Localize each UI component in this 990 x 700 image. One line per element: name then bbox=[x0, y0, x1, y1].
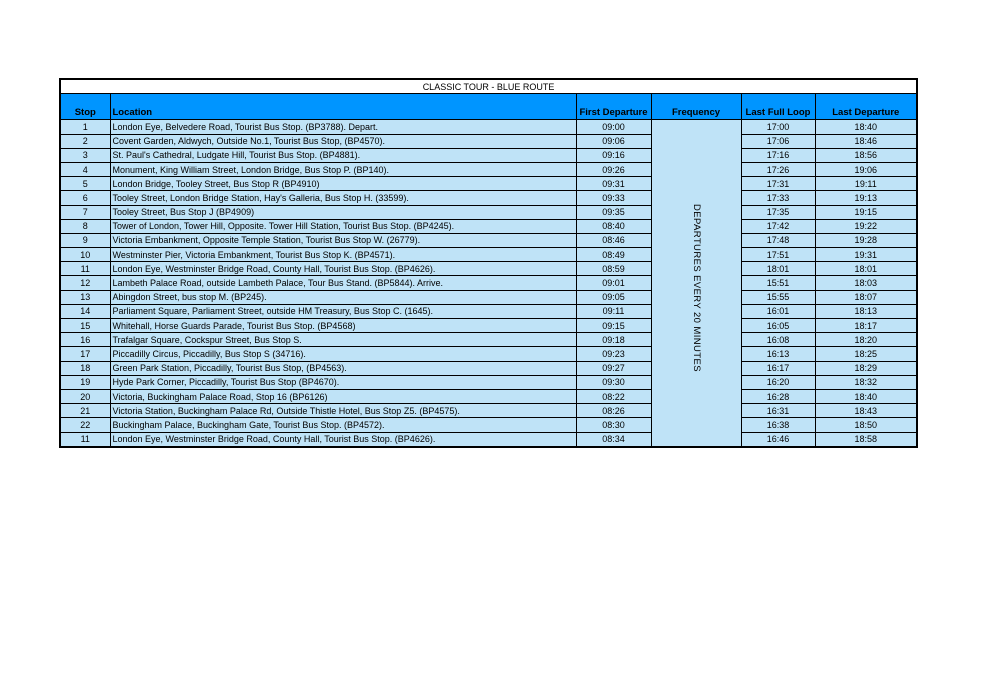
stop-cell: 11 bbox=[60, 262, 110, 276]
first-departure-cell: 09:33 bbox=[576, 191, 651, 205]
header-last-full-loop: Last Full Loop bbox=[741, 94, 815, 120]
table-row bbox=[60, 304, 917, 318]
last-departure-cell: 18:50 bbox=[815, 418, 917, 432]
location-cell: London Bridge, Tooley Street, Bus Stop R (BP4910) bbox=[110, 177, 576, 191]
stop-cell: 21 bbox=[60, 404, 110, 418]
last-departure-cell: 18:20 bbox=[815, 333, 917, 347]
location-cell: Covent Garden, Aldwych, Outside No.1, Tourist Bus Stop, (BP4570). bbox=[110, 134, 576, 148]
table-row bbox=[60, 290, 917, 304]
last-departure-cell: 18:25 bbox=[815, 347, 917, 361]
stop-cell: 7 bbox=[60, 205, 110, 219]
first-departure-cell: 08:30 bbox=[576, 418, 651, 432]
stop-cell: 19 bbox=[60, 375, 110, 389]
last-full-loop-cell: 17:48 bbox=[741, 233, 815, 247]
last-departure-cell: 18:43 bbox=[815, 404, 917, 418]
frequency-text: DEPARTURES EVERY 20 MINUTES bbox=[691, 204, 702, 373]
last-departure-cell: 18:40 bbox=[815, 389, 917, 403]
last-departure-cell: 18:46 bbox=[815, 134, 917, 148]
stop-cell: 9 bbox=[60, 233, 110, 247]
first-departure-cell: 08:49 bbox=[576, 248, 651, 262]
last-full-loop-cell: 17:06 bbox=[741, 134, 815, 148]
header-location: Location bbox=[110, 94, 576, 120]
location-cell: Abingdon Street, bus stop M. (BP245). bbox=[110, 290, 576, 304]
header-stop: Stop bbox=[60, 94, 110, 120]
table-row bbox=[60, 333, 917, 347]
first-departure-cell: 09:15 bbox=[576, 319, 651, 333]
last-departure-cell: 19:11 bbox=[815, 177, 917, 191]
last-full-loop-cell: 17:42 bbox=[741, 219, 815, 233]
first-departure-cell: 09:23 bbox=[576, 347, 651, 361]
last-full-loop-cell: 16:01 bbox=[741, 304, 815, 318]
location-cell: Hyde Park Corner, Piccadilly, Tourist Bus Stop (BP4670). bbox=[110, 375, 576, 389]
table-row bbox=[60, 120, 917, 134]
last-full-loop-cell: 16:38 bbox=[741, 418, 815, 432]
stop-cell: 12 bbox=[60, 276, 110, 290]
last-full-loop-cell: 16:31 bbox=[741, 404, 815, 418]
first-departure-cell: 09:27 bbox=[576, 361, 651, 375]
stop-cell: 8 bbox=[60, 219, 110, 233]
stop-cell: 6 bbox=[60, 191, 110, 205]
last-departure-cell: 18:56 bbox=[815, 148, 917, 162]
location-cell: Whitehall, Horse Guards Parade, Tourist Bus Stop. (BP4568) bbox=[110, 319, 576, 333]
last-full-loop-cell: 17:26 bbox=[741, 162, 815, 176]
last-full-loop-cell: 16:28 bbox=[741, 389, 815, 403]
last-full-loop-cell: 18:01 bbox=[741, 262, 815, 276]
table-row bbox=[60, 191, 917, 205]
stop-cell: 20 bbox=[60, 389, 110, 403]
location-cell: London Eye, Westminster Bridge Road, County Hall, Tourist Bus Stop. (BP4626). bbox=[110, 432, 576, 447]
table-row bbox=[60, 361, 917, 375]
header-row bbox=[60, 94, 917, 120]
header-first-departure: First Departure bbox=[576, 94, 651, 120]
table-title: CLASSIC TOUR - BLUE ROUTE bbox=[60, 79, 917, 94]
location-cell: Victoria Station, Buckingham Palace Rd, Outside Thistle Hotel, Bus Stop Z5. (BP4575). bbox=[110, 404, 576, 418]
last-full-loop-cell: 17:00 bbox=[741, 120, 815, 134]
table-row bbox=[60, 375, 917, 389]
table-row bbox=[60, 418, 917, 432]
last-departure-cell: 19:22 bbox=[815, 219, 917, 233]
last-departure-cell: 18:17 bbox=[815, 319, 917, 333]
last-full-loop-cell: 16:46 bbox=[741, 432, 815, 447]
table-row bbox=[60, 177, 917, 191]
location-cell: Lambeth Palace Road, outside Lambeth Palace, Tour Bus Stand. (BP5844). Arrive. bbox=[110, 276, 576, 290]
table-row bbox=[60, 248, 917, 262]
location-cell: Victoria, Buckingham Palace Road, Stop 16 (BP6126) bbox=[110, 389, 576, 403]
first-departure-cell: 08:22 bbox=[576, 389, 651, 403]
last-departure-cell: 18:40 bbox=[815, 120, 917, 134]
last-departure-cell: 19:15 bbox=[815, 205, 917, 219]
first-departure-cell: 09:16 bbox=[576, 148, 651, 162]
stop-cell: 3 bbox=[60, 148, 110, 162]
stop-cell: 4 bbox=[60, 162, 110, 176]
location-cell: Trafalgar Square, Cockspur Street, Bus Stop S. bbox=[110, 333, 576, 347]
first-departure-cell: 09:01 bbox=[576, 276, 651, 290]
first-departure-cell: 08:40 bbox=[576, 219, 651, 233]
table-row bbox=[60, 148, 917, 162]
first-departure-cell: 09:05 bbox=[576, 290, 651, 304]
schedule-sheet bbox=[59, 78, 916, 448]
first-departure-cell: 09:06 bbox=[576, 134, 651, 148]
last-departure-cell: 19:13 bbox=[815, 191, 917, 205]
location-cell: Green Park Station, Piccadilly, Tourist Bus Stop, (BP4563). bbox=[110, 361, 576, 375]
table-row bbox=[60, 162, 917, 176]
location-cell: London Eye, Belvedere Road, Tourist Bus Stop. (BP3788). Depart. bbox=[110, 120, 576, 134]
frequency-cell bbox=[651, 120, 741, 447]
last-full-loop-cell: 17:16 bbox=[741, 148, 815, 162]
first-departure-cell: 09:18 bbox=[576, 333, 651, 347]
last-departure-cell: 19:31 bbox=[815, 248, 917, 262]
first-departure-cell: 09:30 bbox=[576, 375, 651, 389]
location-cell: Parliament Square, Parliament Street, outside HM Treasury, Bus Stop C. (1645). bbox=[110, 304, 576, 318]
stop-cell: 2 bbox=[60, 134, 110, 148]
last-departure-cell: 19:06 bbox=[815, 162, 917, 176]
location-cell: Tooley Street, Bus Stop J (BP4909) bbox=[110, 205, 576, 219]
table-row bbox=[60, 347, 917, 361]
stop-cell: 1 bbox=[60, 120, 110, 134]
last-full-loop-cell: 17:33 bbox=[741, 191, 815, 205]
table-row bbox=[60, 319, 917, 333]
table-row bbox=[60, 219, 917, 233]
first-departure-cell: 09:26 bbox=[576, 162, 651, 176]
table-row bbox=[60, 276, 917, 290]
first-departure-cell: 08:59 bbox=[576, 262, 651, 276]
first-departure-cell: 08:34 bbox=[576, 432, 651, 447]
first-departure-cell: 09:11 bbox=[576, 304, 651, 318]
last-full-loop-cell: 16:13 bbox=[741, 347, 815, 361]
table-row bbox=[60, 205, 917, 219]
first-departure-cell: 09:00 bbox=[576, 120, 651, 134]
table-row bbox=[60, 262, 917, 276]
last-departure-cell: 18:32 bbox=[815, 375, 917, 389]
schedule-table bbox=[59, 78, 918, 448]
location-cell: Buckingham Palace, Buckingham Gate, Tourist Bus Stop. (BP4572). bbox=[110, 418, 576, 432]
stop-cell: 15 bbox=[60, 319, 110, 333]
first-departure-cell: 09:31 bbox=[576, 177, 651, 191]
location-cell: Piccadilly Circus, Piccadilly, Bus Stop S (34716). bbox=[110, 347, 576, 361]
last-full-loop-cell: 17:35 bbox=[741, 205, 815, 219]
location-cell: Victoria Embankment, Opposite Temple Station, Tourist Bus Stop W. (26779). bbox=[110, 233, 576, 247]
last-departure-cell: 19:28 bbox=[815, 233, 917, 247]
table-row bbox=[60, 233, 917, 247]
location-cell: Monument, King William Street, London Bridge, Bus Stop P. (BP140). bbox=[110, 162, 576, 176]
stop-cell: 13 bbox=[60, 290, 110, 304]
location-cell: Westminster Pier, Victoria Embankment, Tourist Bus Stop K. (BP4571). bbox=[110, 248, 576, 262]
table-row bbox=[60, 389, 917, 403]
stop-cell: 18 bbox=[60, 361, 110, 375]
last-departure-cell: 18:58 bbox=[815, 432, 917, 447]
title-row bbox=[60, 79, 917, 94]
table-row bbox=[60, 432, 917, 447]
table-row bbox=[60, 134, 917, 148]
stop-cell: 5 bbox=[60, 177, 110, 191]
last-full-loop-cell: 15:55 bbox=[741, 290, 815, 304]
last-full-loop-cell: 17:51 bbox=[741, 248, 815, 262]
stop-cell: 22 bbox=[60, 418, 110, 432]
last-full-loop-cell: 16:08 bbox=[741, 333, 815, 347]
last-full-loop-cell: 16:17 bbox=[741, 361, 815, 375]
first-departure-cell: 08:46 bbox=[576, 233, 651, 247]
last-full-loop-cell: 16:05 bbox=[741, 319, 815, 333]
first-departure-cell: 08:26 bbox=[576, 404, 651, 418]
stop-cell: 17 bbox=[60, 347, 110, 361]
last-departure-cell: 18:13 bbox=[815, 304, 917, 318]
header-last-departure: Last Departure bbox=[815, 94, 917, 120]
table-row bbox=[60, 404, 917, 418]
last-full-loop-cell: 15:51 bbox=[741, 276, 815, 290]
stop-cell: 10 bbox=[60, 248, 110, 262]
stop-cell: 16 bbox=[60, 333, 110, 347]
location-cell: St. Paul's Cathedral, Ludgate Hill, Tourist Bus Stop. (BP4881). bbox=[110, 148, 576, 162]
location-cell: Tooley Street, London Bridge Station, Hay's Galleria, Bus Stop H. (33599). bbox=[110, 191, 576, 205]
first-departure-cell: 09:35 bbox=[576, 205, 651, 219]
last-departure-cell: 18:01 bbox=[815, 262, 917, 276]
last-departure-cell: 18:03 bbox=[815, 276, 917, 290]
last-full-loop-cell: 16:20 bbox=[741, 375, 815, 389]
stop-cell: 14 bbox=[60, 304, 110, 318]
last-full-loop-cell: 17:31 bbox=[741, 177, 815, 191]
stop-cell: 11 bbox=[60, 432, 110, 447]
header-frequency: Frequency bbox=[651, 94, 741, 120]
location-cell: London Eye, Westminster Bridge Road, County Hall, Tourist Bus Stop. (BP4626). bbox=[110, 262, 576, 276]
last-departure-cell: 18:07 bbox=[815, 290, 917, 304]
location-cell: Tower of London, Tower Hill, Opposite. Tower Hill Station, Tourist Bus Stop. (BP4245). bbox=[110, 219, 576, 233]
last-departure-cell: 18:29 bbox=[815, 361, 917, 375]
